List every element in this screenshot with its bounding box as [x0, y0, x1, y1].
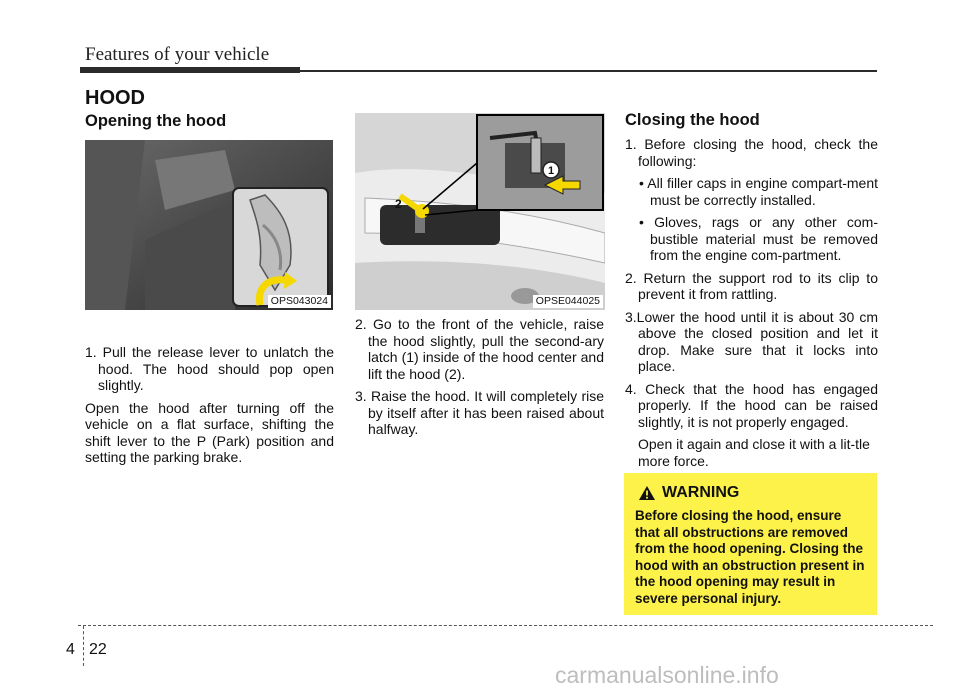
callout-1: 1: [548, 165, 555, 177]
closing-hood-heading: Closing the hood: [625, 111, 760, 129]
footer-divider: [83, 626, 84, 666]
footer-rule: [78, 625, 933, 626]
image-code-ops043024: OPS043024: [268, 295, 331, 308]
opening-step-3: 3. Raise the hood. It will completely rise by itself after it has been raised about halfway.: [355, 388, 604, 437]
callout-2: 2: [395, 197, 402, 211]
chapter-number: 4: [66, 641, 75, 658]
closing-bullet-2: • Gloves, rags or any other com-bustible material must be removed from the engine com-partment.: [639, 214, 878, 263]
warning-title: WARNING: [662, 484, 740, 501]
hood-release-lever-illustration: [85, 140, 333, 310]
header-bar: [80, 67, 300, 73]
closing-step-1: 1. Before closing the hood, check the following:: [625, 136, 878, 169]
section-title: HOOD: [85, 87, 145, 109]
warning-header: [638, 484, 739, 502]
closing-bullet-1: • All filler caps in engine compart-ment must be correctly installed.: [639, 175, 878, 208]
hood-release-lever-photo: [85, 140, 333, 310]
header-title: Features of your vehicle: [85, 44, 270, 65]
closing-step-4-note: Open it again and close it with a lit-tle more force.: [638, 436, 870, 469]
watermark: carmanualsonline.info: [555, 662, 779, 688]
closing-step-2: 2. Return the support rod to its clip to prevent it from rattling.: [625, 269, 878, 302]
warning-text: Before closing the hood, ensure that all obstructions are removed from the hood opening. Closing the hood with an obstruction present in the hood opening may result in severe personal injury.: [635, 508, 865, 606]
warning-triangle-icon: [638, 485, 656, 501]
opening-step-2: 2. Go to the front of the vehicle, raise the hood slightly, pull the second-ary latch (1) inside of the hood center and lift the hood (2).: [355, 316, 604, 382]
opening-paragraph: Open the hood after turning off the vehicle on a flat surface, shifting the shift lever to the P (Park) position and setting the parking brake.: [85, 399, 334, 465]
closing-step-4: 4. Check that the hood has engaged properly. If the hood can be raised slightly, it is not properly engaged.: [625, 380, 878, 430]
opening-hood-heading: Opening the hood: [85, 112, 227, 130]
image-code-opse044025: OPSE044025: [533, 295, 603, 308]
hood-latch-photo: [355, 113, 605, 310]
hood-latch-illustration: [355, 113, 605, 310]
header-rule: [300, 70, 877, 72]
closing-step-3: 3.Lower the hood until it is about 30 cm above the closed position and let it drop. Make sure that it locks into place.: [625, 308, 878, 374]
warning-box: [624, 473, 877, 615]
page-number: 22: [89, 641, 107, 658]
opening-step-1: 1. Pull the release lever to unlatch the hood. The hood should pop open slightly.: [85, 344, 334, 393]
